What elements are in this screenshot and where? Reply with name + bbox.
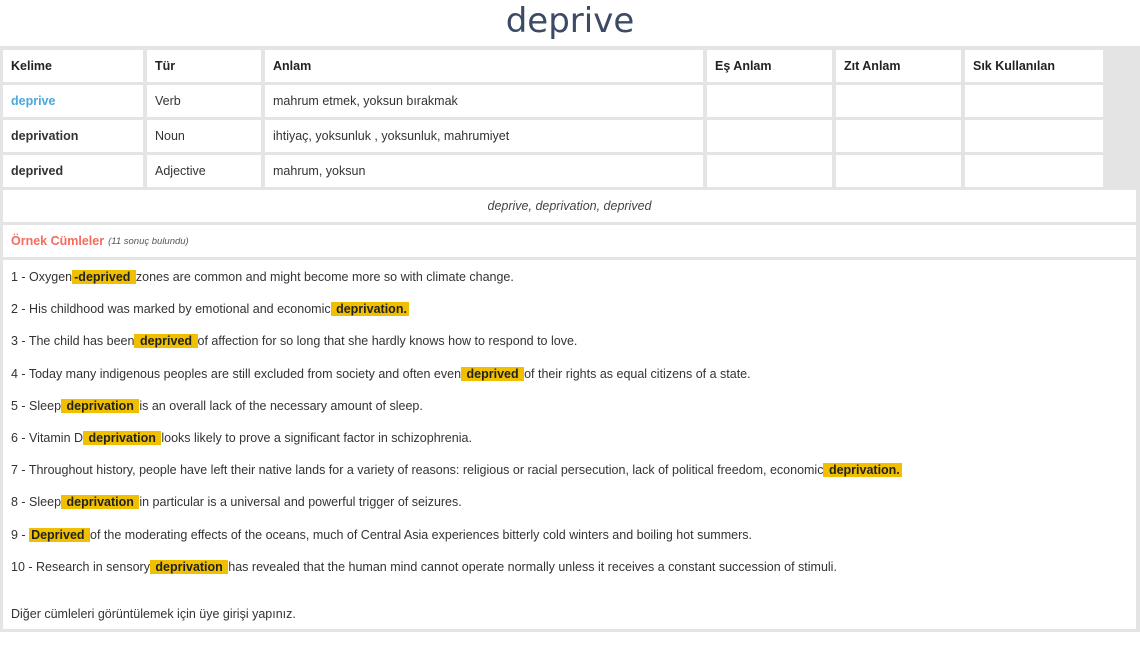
- antonym-cell: [836, 155, 961, 187]
- dictionary-panel: [0, 46, 1140, 632]
- table-row: [3, 120, 1136, 152]
- sentence-text: is an overall lack of the necessary amount of sleep.: [139, 398, 423, 413]
- table-header-row: [3, 50, 1136, 82]
- synonym-cell: [707, 120, 832, 152]
- sentence-text: of affection for so long that she hardly knows how to respond to love.: [197, 334, 578, 349]
- example-sentence: [11, 302, 1128, 334]
- antonym-cell: [836, 120, 961, 152]
- highlighted-word: deprivation: [63, 495, 138, 510]
- type-cell: Noun: [147, 120, 261, 152]
- example-sentence: [11, 560, 1128, 592]
- sentence-text: 3 - The child has been: [11, 334, 135, 349]
- sentence-text: 4 - Today many indigenous peoples are still excluded from society and often even: [11, 366, 462, 381]
- example-sentence: [11, 334, 1128, 366]
- word-link[interactable]: deprive: [11, 94, 56, 108]
- header-sik-kullanilan: Sık Kullanılan: [965, 50, 1103, 82]
- highlighted-word: deprivation: [151, 559, 227, 574]
- header-anlam: Anlam: [265, 50, 703, 82]
- header-kelime: Kelime: [3, 50, 143, 82]
- sentence-text: zones are common and might become more so with climate change.: [135, 270, 514, 284]
- highlighted-word: deprived: [136, 334, 196, 349]
- frequent-cell: [965, 120, 1103, 152]
- sentence-text: 5 - Sleep: [11, 398, 62, 413]
- word-label: deprived: [11, 164, 64, 178]
- table-row: [3, 155, 1136, 187]
- sentence-text: has revealed that the human mind cannot operate normally unless it receives a constant succession of stimuli.: [228, 559, 837, 574]
- highlighted-word: deprivation: [63, 398, 138, 413]
- example-sentence: [11, 399, 1128, 431]
- sentence-text: of their rights as equal citizens of a state.: [524, 366, 751, 381]
- word-cell[interactable]: [3, 85, 143, 117]
- highlighted-word: deprived: [463, 366, 523, 381]
- examples-header: [3, 225, 1136, 257]
- frequent-cell: [965, 85, 1103, 117]
- example-sentence: [11, 431, 1128, 463]
- sentence-text: 10 - Research in sensory: [11, 559, 150, 574]
- word-label: deprivation: [11, 129, 79, 143]
- highlighted-word: deprivation.: [825, 463, 900, 478]
- example-sentence: [11, 463, 1128, 495]
- meaning-cell: ihtiyaç, yoksunluk , yoksunluk, mahrumiyet: [265, 120, 703, 152]
- sentence-text: looks likely to prove a significant factor in schizophrenia.: [161, 430, 472, 445]
- sentence-text: 1 - Oxygen: [11, 270, 73, 284]
- antonym-cell: [836, 85, 961, 117]
- example-sentence: [11, 367, 1128, 399]
- example-sentence: [11, 495, 1128, 527]
- examples-title: Örnek Cümleler: [11, 234, 105, 248]
- sentence-text: 7 - Throughout history, people have left their native lands for a variety of reasons: religious or racial persecution, lack of political freedom, economic: [11, 463, 824, 478]
- page-title: deprive: [505, 1, 635, 41]
- header-es-anlam: Eş Anlam: [707, 50, 832, 82]
- sentence-text: 6 - Vitamin D: [11, 430, 84, 445]
- examples-count: (11 sonuç bulundu): [108, 235, 189, 247]
- type-cell: Adjective: [147, 155, 261, 187]
- meaning-cell: mahrum, yoksun: [265, 155, 703, 187]
- highlighted-word: Deprived: [31, 527, 89, 542]
- word-forms: deprive, deprivation, deprived: [3, 190, 1136, 222]
- frequent-cell: [965, 155, 1103, 187]
- highlighted-word: deprivation: [85, 430, 160, 445]
- example-sentence: [11, 270, 1128, 302]
- examples-list: [3, 260, 1136, 629]
- highlighted-word: -deprived: [74, 270, 134, 284]
- sentence-text: 8 - Sleep: [11, 495, 62, 510]
- sentence-text: in particular is a universal and powerful trigger of seizures.: [139, 495, 462, 510]
- login-note: Diğer cümleleri görüntülemek için üye girişi yapınız.: [11, 606, 296, 621]
- sentence-text: 2 - His childhood was marked by emotional and economic: [11, 302, 331, 317]
- header-tur: Tür: [147, 50, 261, 82]
- type-cell: Verb: [147, 85, 261, 117]
- sentence-text: of the moderating effects of the oceans, much of Central Asia experiences bitterly cold winters and boiling hot summers.: [90, 527, 752, 542]
- highlighted-word: deprivation.: [332, 302, 407, 317]
- example-sentence: [11, 528, 1128, 560]
- meaning-cell: mahrum etmek, yoksun bırakmak: [265, 85, 703, 117]
- sentence-text: 9 -: [11, 527, 30, 542]
- word-cell: [3, 155, 143, 187]
- table-row: [3, 85, 1136, 117]
- synonym-cell: [707, 85, 832, 117]
- synonym-cell: [707, 155, 832, 187]
- header-zit-anlam: Zıt Anlam: [836, 50, 961, 82]
- word-cell: [3, 120, 143, 152]
